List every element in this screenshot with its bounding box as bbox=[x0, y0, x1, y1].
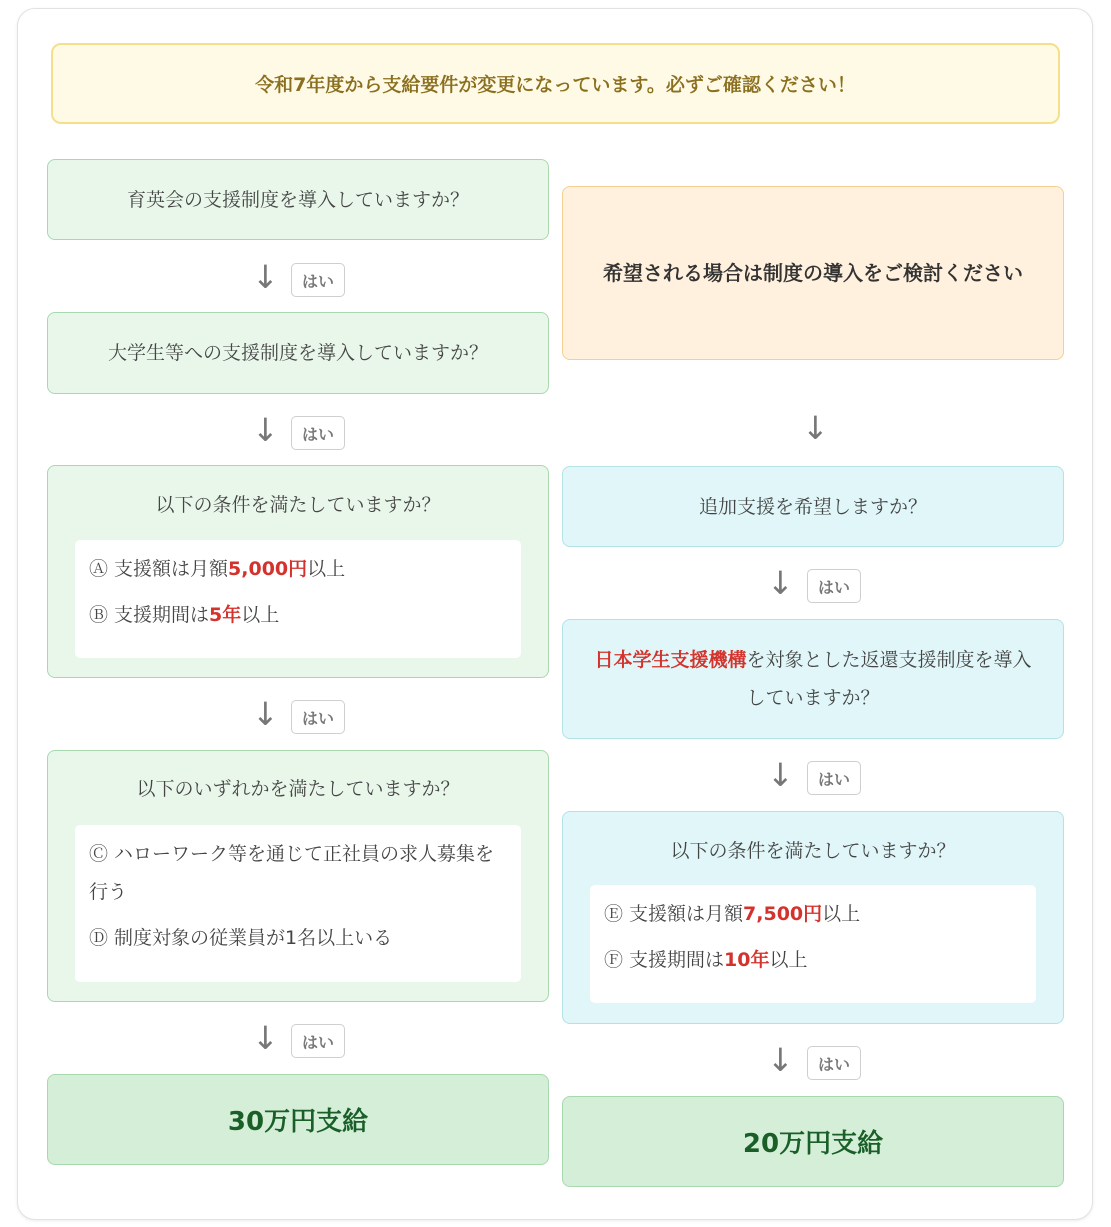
notice-text: 令和7年度から支給要件が変更になっています。必ずご確認ください！ bbox=[255, 74, 856, 96]
yes-label: はい bbox=[291, 416, 345, 450]
condition-a: Ⓐ 支援額は月額5,000円以上 bbox=[89, 558, 346, 580]
right-suggestion-text: 希望される場合は制度の導入をご検討ください bbox=[603, 261, 1023, 285]
down-arrow-icon: ↓ bbox=[767, 1041, 794, 1079]
down-arrow-icon: ↓ bbox=[252, 1019, 279, 1057]
left-question-4-text: 以下のいずれかを満たしていますか？ bbox=[136, 778, 460, 800]
condition-c: Ⓒ ハローワーク等を通じて正社員の求人募集を行う bbox=[89, 843, 495, 903]
condition-b: Ⓑ 支援期間は5年以上 bbox=[89, 604, 280, 626]
left-question-2-text: 大学生等への支援制度を導入していますか？ bbox=[107, 342, 488, 364]
right-question-3 bbox=[562, 811, 1064, 1024]
down-arrow-icon: ↓ bbox=[252, 695, 279, 733]
left-question-4 bbox=[47, 750, 549, 1002]
condition-d: Ⓓ 制度対象の従業員が1名以上いる bbox=[89, 927, 393, 949]
yes-label: はい bbox=[291, 263, 345, 297]
left-conditions-ab bbox=[75, 540, 521, 658]
right-suggestion bbox=[562, 186, 1064, 360]
yes-label: はい bbox=[807, 569, 861, 603]
right-question-1 bbox=[562, 466, 1064, 547]
yes-label: はい bbox=[291, 700, 345, 734]
left-question-2 bbox=[47, 312, 549, 394]
right-result-text: 20万円支給 bbox=[742, 1129, 884, 1159]
down-arrow-icon: ↓ bbox=[252, 411, 279, 449]
yes-label: はい bbox=[807, 1046, 861, 1080]
down-arrow-icon: ↓ bbox=[252, 258, 279, 296]
right-conditions-ef bbox=[590, 885, 1036, 1003]
left-question-1 bbox=[47, 159, 549, 240]
notice-banner bbox=[51, 43, 1060, 124]
right-question-2 bbox=[562, 619, 1064, 739]
left-result bbox=[47, 1074, 549, 1165]
left-question-1-text: 育英会の支援制度を導入していますか？ bbox=[126, 188, 469, 211]
right-question-2-text: 日本学生支援機構を対象とした返還支援制度を導入していますか？ bbox=[594, 649, 1032, 709]
down-arrow-icon: ↓ bbox=[767, 756, 794, 794]
left-result-text: 30万円支給 bbox=[227, 1107, 369, 1137]
left-question-3-text: 以下の条件を満たしていますか？ bbox=[155, 494, 441, 516]
right-question-1-text: 追加支援を希望しますか？ bbox=[698, 495, 927, 518]
condition-f: Ⓕ 支援期間は10年以上 bbox=[604, 949, 808, 971]
right-question-3-text: 以下の条件を満たしていますか？ bbox=[670, 840, 956, 862]
yes-label: はい bbox=[291, 1024, 345, 1058]
condition-e: Ⓔ 支援額は月額7,500円以上 bbox=[604, 903, 861, 925]
yes-label: はい bbox=[807, 761, 861, 795]
left-question-3 bbox=[47, 465, 549, 678]
down-arrow-icon: ↓ bbox=[767, 564, 794, 602]
right-result bbox=[562, 1096, 1064, 1187]
down-arrow-icon: ↓ bbox=[802, 409, 829, 447]
left-conditions-cd bbox=[75, 825, 521, 982]
